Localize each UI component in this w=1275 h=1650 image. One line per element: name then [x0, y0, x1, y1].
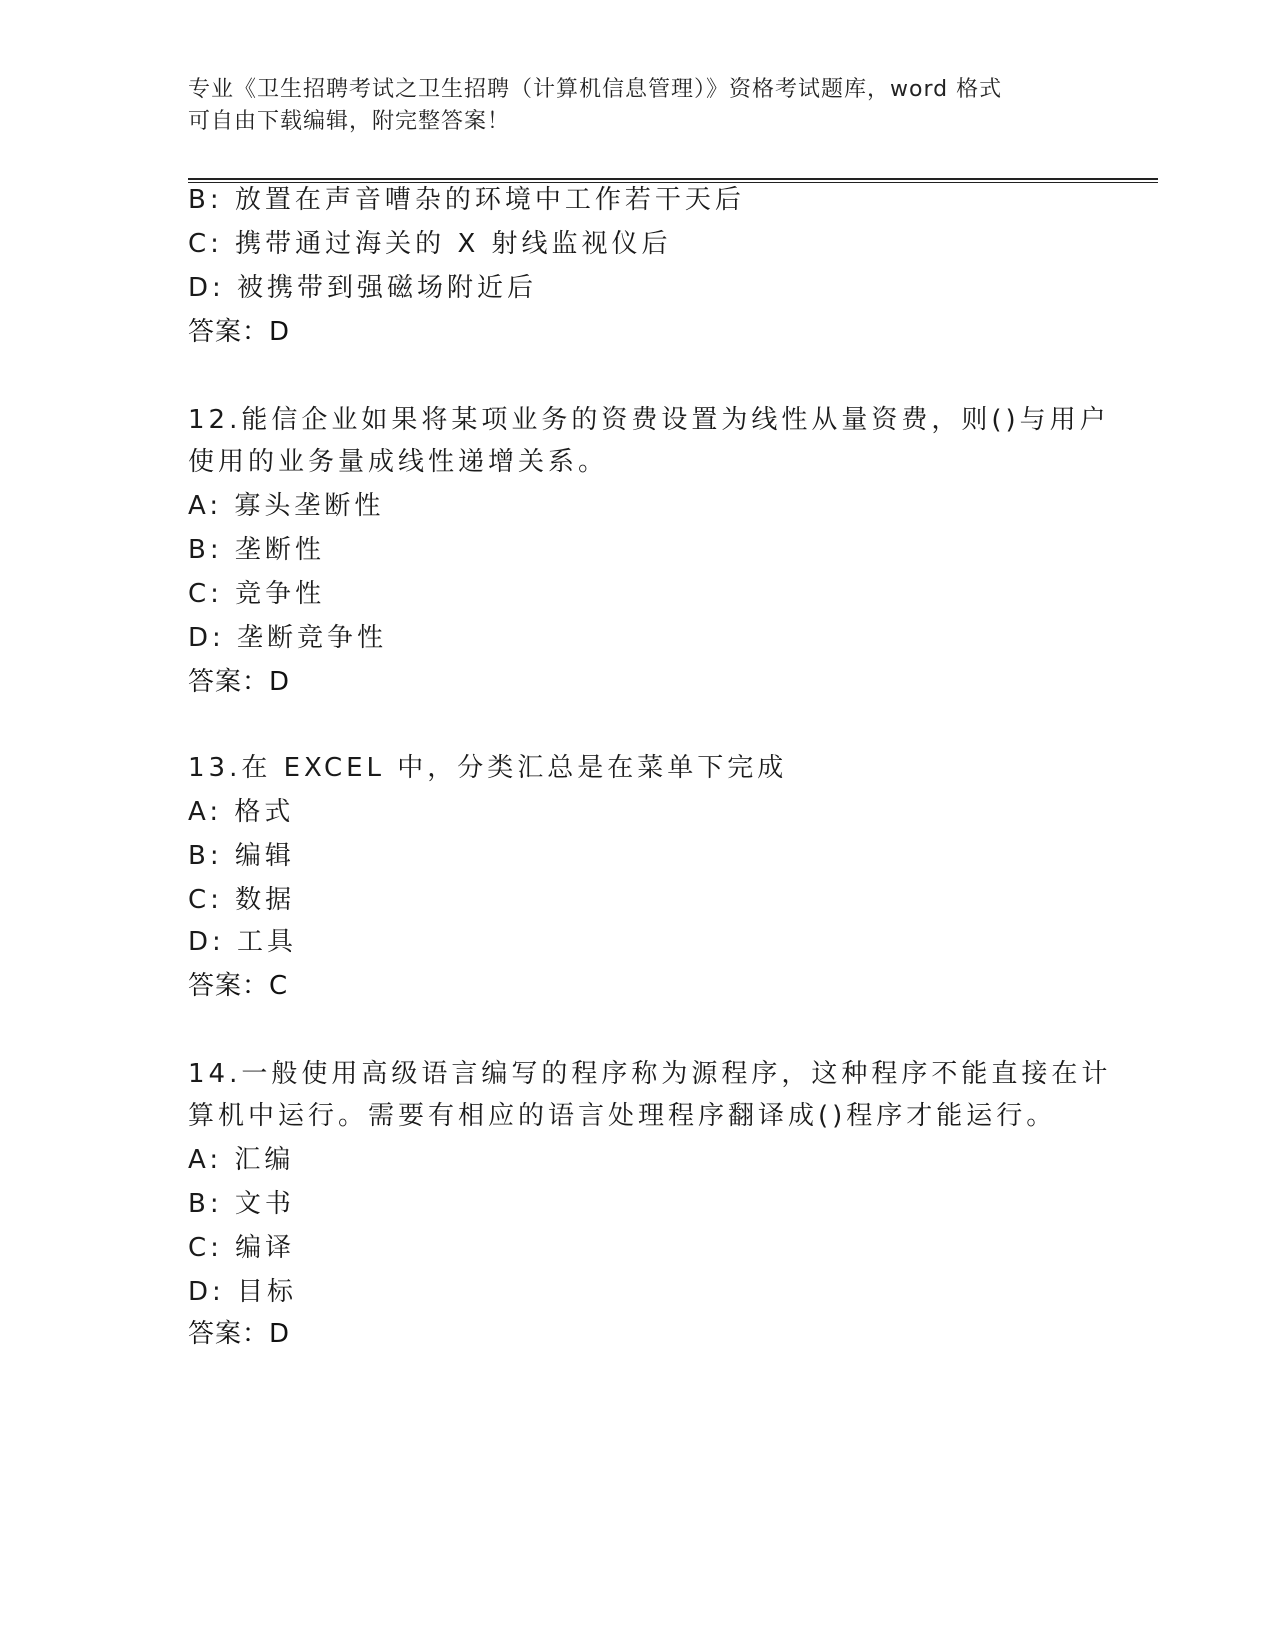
q13-stem-line-1: 13.在 EXCEL 中，分类汇总是在菜单下完成 [188, 753, 788, 783]
q14-option-a: A: 汇编 [188, 1145, 295, 1175]
q11-option-c: C: 携带通过海关的 X 射线监视仪后 [188, 229, 672, 259]
header-line-1: 专业《卫生招聘考试之卫生招聘（计算机信息管理）》资格考试题库，word 格式 [188, 77, 1003, 102]
q12-answer: 答案：D [188, 667, 291, 697]
q11-answer: 答案：D [188, 317, 291, 347]
q14-stem-line-1: 14.一般使用高级语言编写的程序称为源程序，这种程序不能直接在计 [188, 1059, 1112, 1089]
q11-option-b: B: 放置在声音嘈杂的环境中工作若干天后 [188, 185, 745, 215]
header-line-2: 可自由下载编辑，附完整答案！ [188, 109, 511, 134]
q13-option-c: C: 数据 [188, 885, 296, 915]
q11-option-d: D: 被携带到强磁场附近后 [188, 273, 538, 303]
q12-stem-line-1: 12.能信企业如果将某项业务的资费设置为线性从量资费，则()与用户 [188, 405, 1110, 435]
q12-option-c: C: 竞争性 [188, 579, 326, 609]
q12-option-d: D: 垄断竞争性 [188, 623, 388, 653]
q13-answer: 答案：C [188, 971, 289, 1001]
q14-option-d: D: 目标 [188, 1277, 298, 1307]
q14-option-b: B: 文书 [188, 1189, 295, 1219]
q13-option-b: B: 编辑 [188, 841, 295, 871]
q14-option-c: C: 编译 [188, 1233, 296, 1263]
q12-option-a: A: 寡头垄断性 [188, 491, 385, 521]
q14-stem-line-2: 算机中运行。需要有相应的语言处理程序翻译成()程序才能运行。 [188, 1101, 1057, 1131]
q13-option-d: D: 工具 [188, 927, 298, 957]
q12-stem-line-2: 使用的业务量成线性递增关系。 [188, 447, 609, 477]
document-header [188, 74, 1068, 138]
q14-answer: 答案：D [188, 1319, 291, 1349]
q13-option-a: A: 格式 [188, 797, 295, 827]
q12-option-b: B: 垄断性 [188, 535, 325, 565]
